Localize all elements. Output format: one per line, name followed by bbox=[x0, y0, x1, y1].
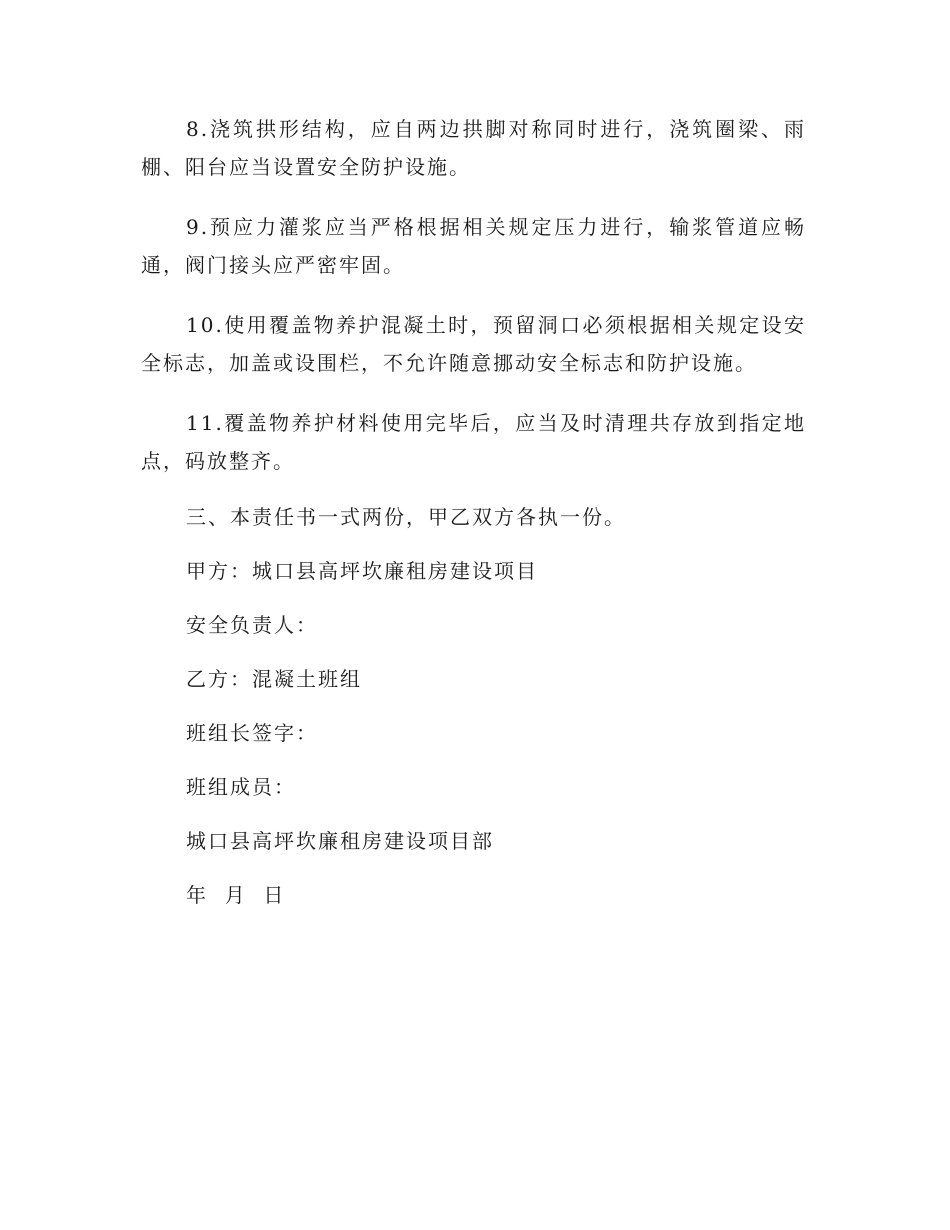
date-line: 年 月 日 bbox=[186, 883, 286, 907]
safety-manager-label: 安全负责人： bbox=[186, 613, 318, 637]
clause-10: 10.使用覆盖物养护混凝土时，预留洞口必须根据相关规定设安全标志，加盖或设围栏，不允许随意挪动安全标志和防护设施。 bbox=[141, 313, 806, 375]
project-department: 城口县高坪坎廉租房建设项目部 bbox=[186, 829, 494, 853]
team-members-label: 班组成员： bbox=[186, 775, 296, 799]
section-three: 三、本责任书一式两份，甲乙双方各执一份。 bbox=[186, 505, 626, 529]
party-a: 甲方：城口县高坪坎廉租房建设项目 bbox=[186, 559, 538, 583]
clause-9: 9.预应力灌浆应当严格根据相关规定压力进行，输浆管道应畅通，阀门接头应严密牢固。 bbox=[141, 215, 806, 277]
clause-11: 11.覆盖物养护材料使用完毕后，应当及时清理共存放到指定地点，码放整齐。 bbox=[141, 411, 806, 473]
team-leader-signature-label: 班组长签字： bbox=[186, 721, 318, 745]
clause-8: 8.浇筑拱形结构，应自两边拱脚对称同时进行，浇筑圈梁、雨棚、阳台应当设置安全防护设施。 bbox=[141, 117, 806, 179]
document-body bbox=[141, 110, 806, 934]
party-b: 乙方：混凝土班组 bbox=[186, 667, 362, 691]
